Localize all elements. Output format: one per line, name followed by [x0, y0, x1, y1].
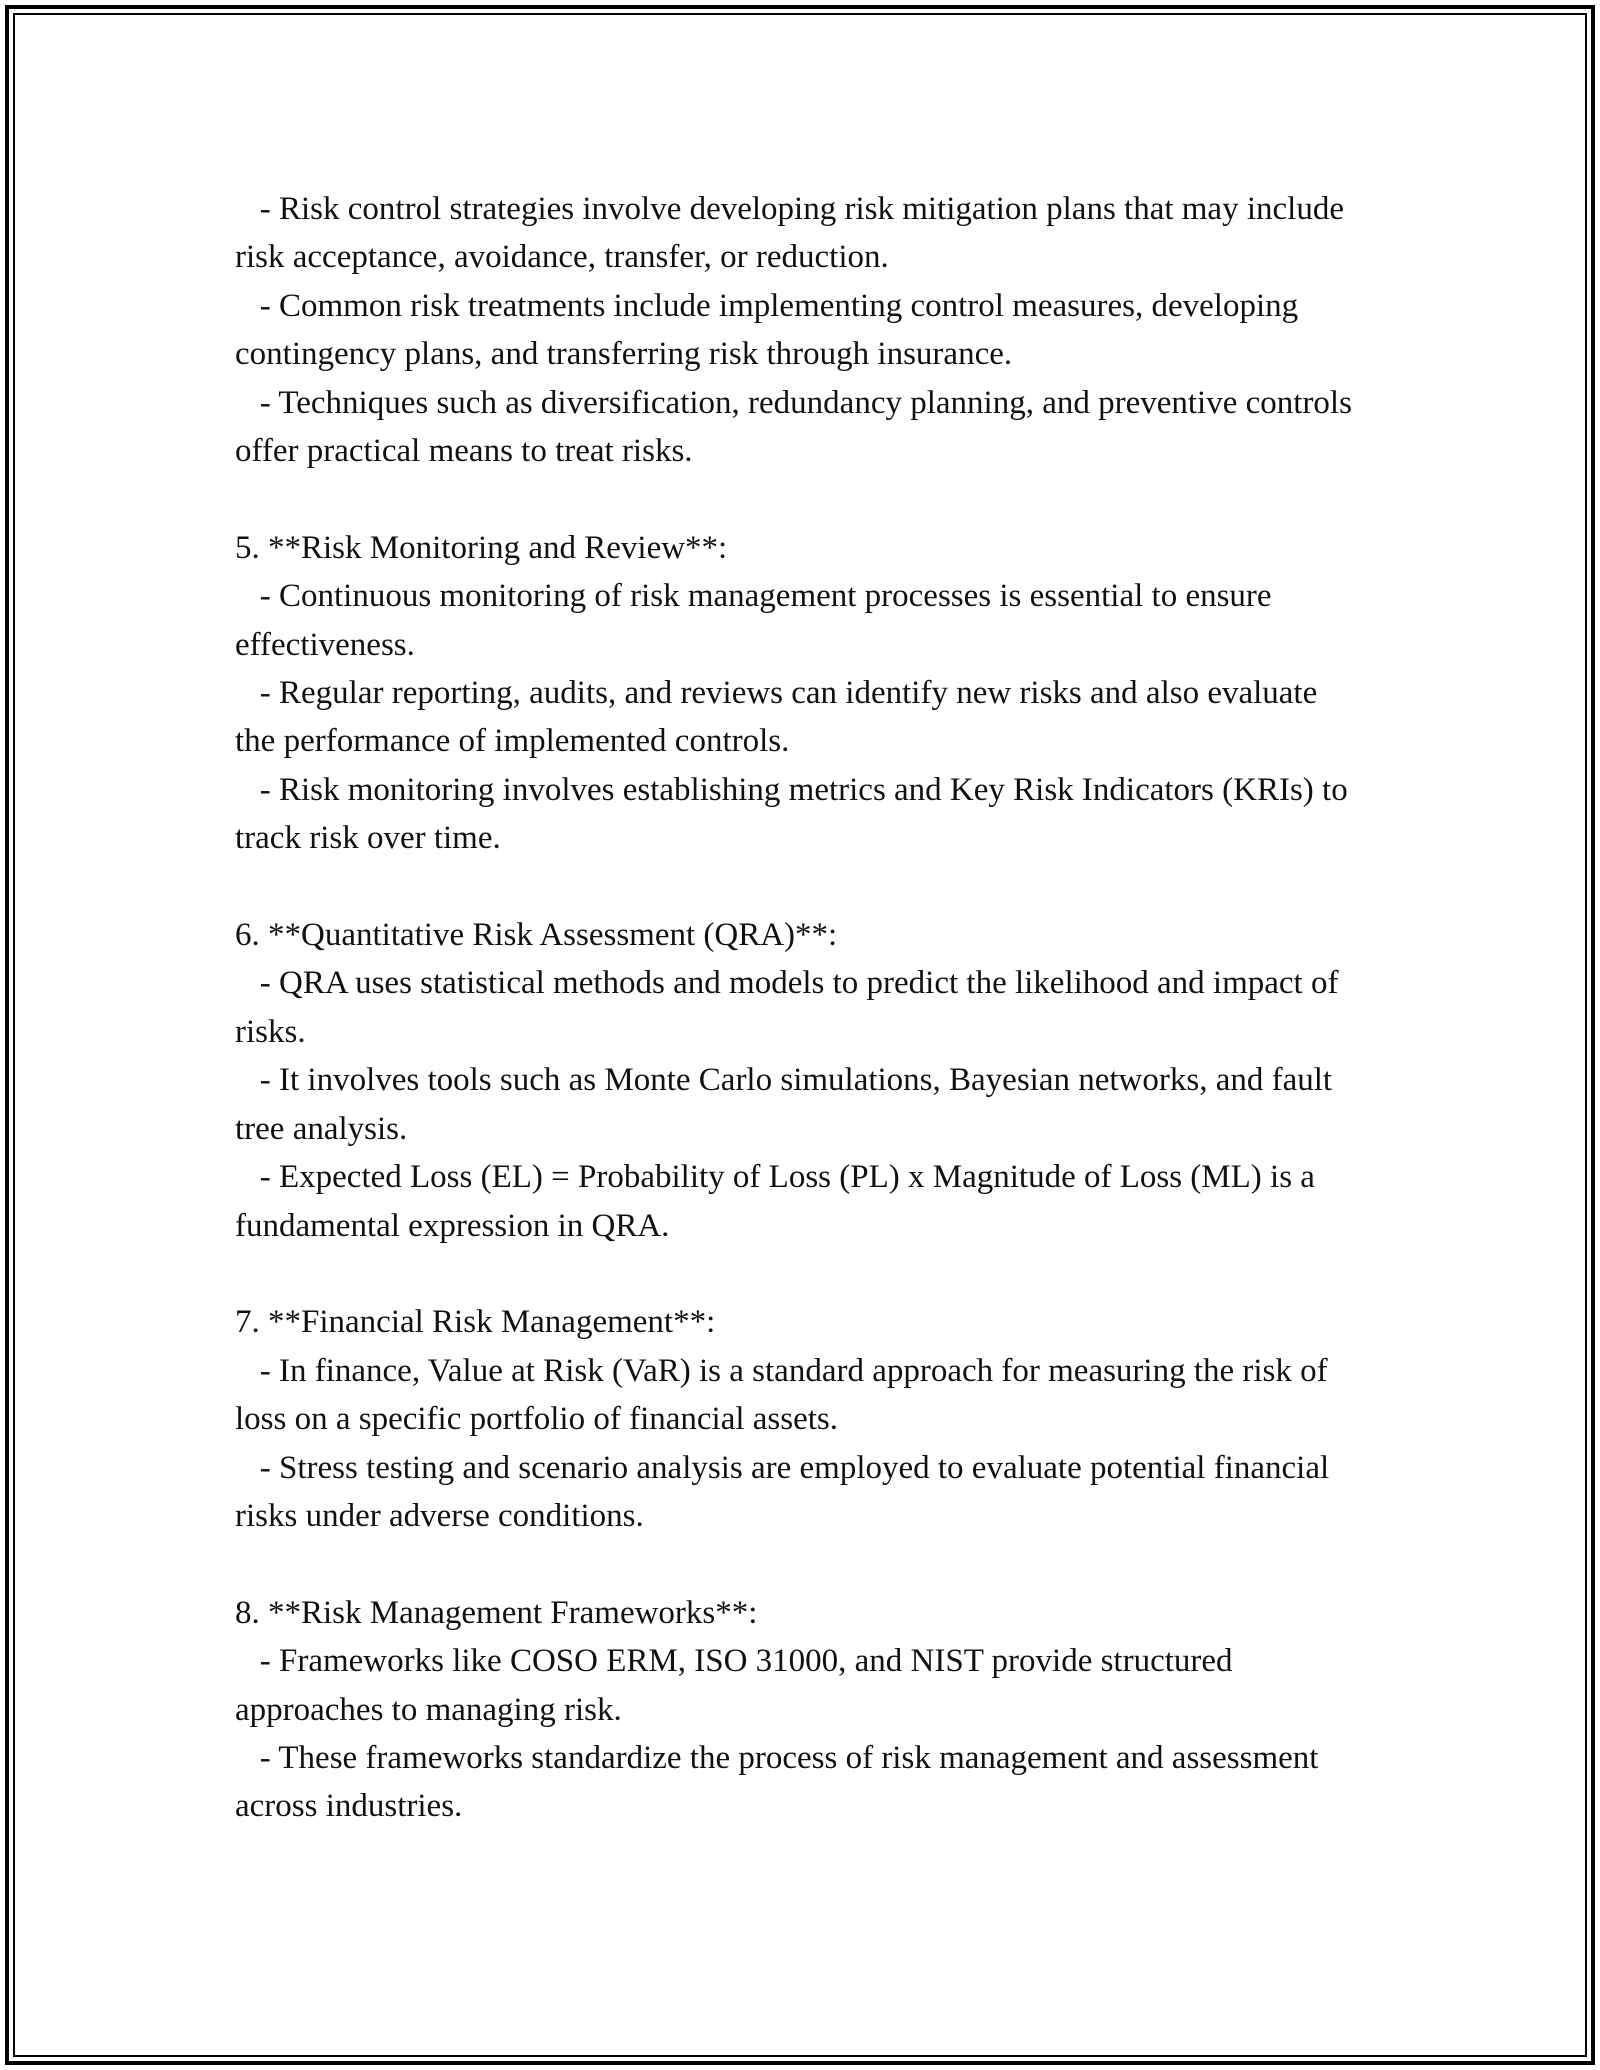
- paragraph-gap: [235, 475, 1365, 523]
- bullet-qra-tools: - It involves tools such as Monte Carlo simulations, Bayesian networks, and fault tree analysis.: [235, 1062, 1341, 1147]
- section-heading-5: 5. **Risk Monitoring and Review**:: [235, 529, 728, 566]
- bullet-common-risk-treatments: - Common risk treatments include implementing control measures, developing contingency plans, and transferring risk through insurance.: [235, 287, 1307, 373]
- bullet-risk-control-strategies: - Risk control strategies involve developing risk mitigation plans that may include risk acceptance, avoidance, transfer, or reduction.: [235, 191, 1353, 276]
- section-heading-7: 7. **Financial Risk Management**:: [235, 1304, 716, 1341]
- bullet-qra-methods: - QRA uses statistical methods and models to predict the likelihood and impact of risks.: [235, 965, 1347, 1050]
- bullet-regular-reporting: - Regular reporting, audits, and reviews can identify new risks and also evaluate the performance of implemented controls.: [235, 675, 1326, 760]
- bullet-risk-monitoring-metrics: - Risk monitoring involves establishing metrics and Key Risk Indicators (KRIs) to track risk over time.: [235, 771, 1356, 857]
- bullet-stress-testing: - Stress testing and scenario analysis are employed to evaluate potential financial risks under adverse conditions.: [235, 1449, 1338, 1534]
- bullet-techniques: - Techniques such as diversification, redundancy planning, and preventive controls offer practical means to treat risks.: [235, 384, 1361, 470]
- paragraph-gap: [235, 1250, 1365, 1298]
- bullet-value-at-risk: - In finance, Value at Risk (VaR) is a standard approach for measuring the risk of loss on a specific portfolio of financial assets.: [235, 1352, 1336, 1438]
- paragraph-gap: [235, 1540, 1365, 1588]
- bullet-standardize: - These frameworks standardize the process of risk management and assessment across industries.: [235, 1739, 1327, 1825]
- paragraph-gap: [235, 863, 1365, 911]
- document-body: [235, 185, 1365, 1831]
- bullet-frameworks: - Frameworks like COSO ERM, ISO 31000, and NIST provide structured approaches to managing risk.: [235, 1643, 1241, 1728]
- bullet-continuous-monitoring: - Continuous monitoring of risk management processes is essential to ensure effectiveness.: [235, 578, 1280, 663]
- section-heading-8: 8. **Risk Management Frameworks**:: [235, 1594, 758, 1631]
- bullet-expected-loss: - Expected Loss (EL) = Probability of Loss (PL) x Magnitude of Loss (ML) is a fundamental expression in QRA.: [235, 1159, 1324, 1244]
- section-heading-6: 6. **Quantitative Risk Assessment (QRA)**:: [235, 917, 838, 954]
